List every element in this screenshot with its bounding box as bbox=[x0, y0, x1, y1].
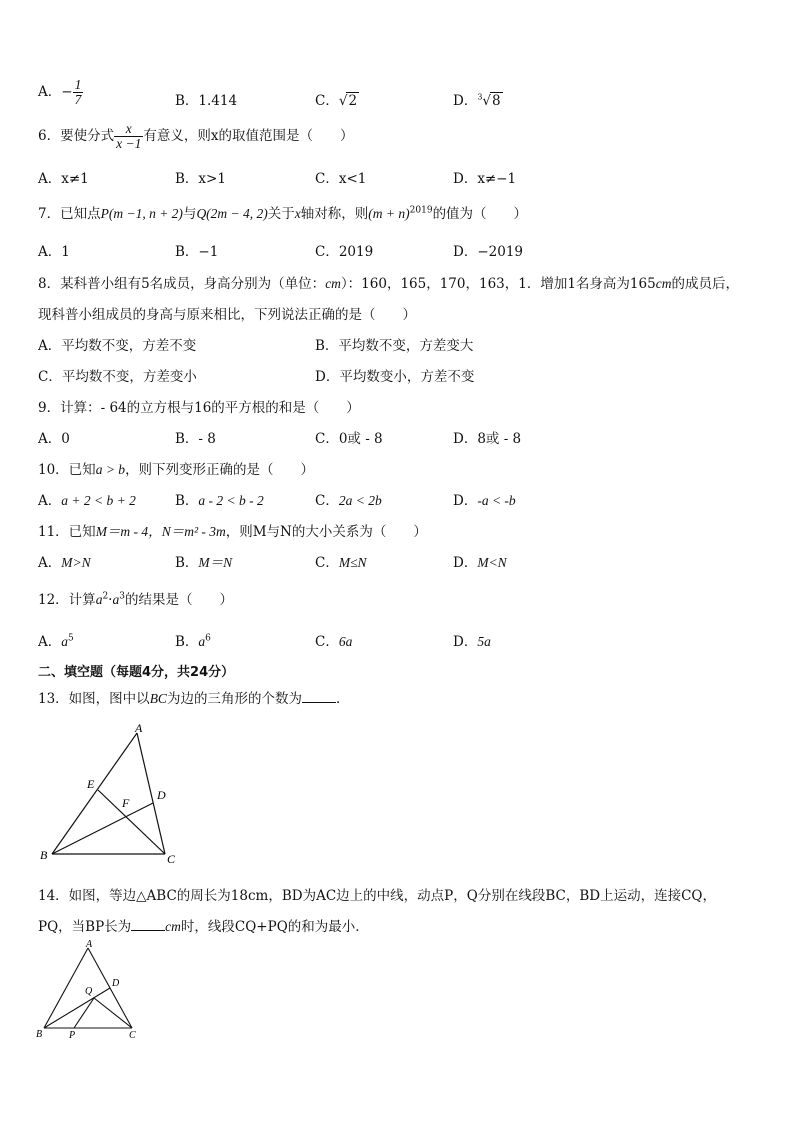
q14-triangle-figure bbox=[32, 940, 142, 1045]
q11-question bbox=[38, 520, 427, 540]
q11-a-expr: M>N bbox=[61, 555, 91, 570]
q14-label-a: A bbox=[86, 940, 93, 950]
q13-pre: 13．如图，图中以 bbox=[38, 691, 150, 707]
q8-option-b: B．平均数不变，方差变大 bbox=[315, 338, 474, 354]
q6-question bbox=[38, 122, 353, 151]
q13-label-b: B bbox=[40, 848, 48, 862]
q13-line-ba bbox=[52, 733, 137, 854]
q7-post: 的值为（ ） bbox=[432, 206, 528, 222]
q12-option-a bbox=[38, 630, 74, 650]
q5-sqrt-radicand: 2 bbox=[348, 93, 358, 109]
q6-option-d: D．x≠−1 bbox=[453, 171, 517, 187]
q7-point-p: P(m −1, n + 2) bbox=[100, 206, 183, 221]
q9-option-b: B．- 8 bbox=[175, 431, 216, 447]
q13-triangle-figure bbox=[30, 715, 190, 870]
q14-line-qc bbox=[94, 998, 132, 1028]
q11-option-a bbox=[38, 551, 91, 571]
q13-label-d: D bbox=[157, 788, 166, 802]
q14-line2-pre: PQ，当BP长为 bbox=[38, 919, 132, 935]
q7-option-a: A．1 bbox=[38, 244, 70, 260]
q8-option-c: C．平均数不变，方差变小 bbox=[38, 369, 197, 385]
q6-fraction-den: x −1 bbox=[116, 136, 142, 152]
q6-pre: 6．要使分式 bbox=[38, 128, 115, 145]
q5-fraction bbox=[73, 78, 84, 107]
q12-option-d bbox=[453, 630, 491, 650]
q6-post: 有意义，则x的取值范围是（ ） bbox=[143, 128, 354, 145]
q14-unit: cm bbox=[165, 919, 181, 934]
q9-option-c: C．0或 - 8 bbox=[315, 431, 383, 447]
q5-fraction-num: 1 bbox=[74, 77, 82, 92]
q11-b-label: B． bbox=[175, 555, 199, 571]
q10-option-c bbox=[315, 489, 382, 509]
q12-a-exp: 5 bbox=[68, 633, 74, 644]
q10-option-a bbox=[38, 489, 136, 509]
q10-option-d bbox=[453, 489, 516, 509]
q7-mid3: 轴对称，则 bbox=[300, 206, 369, 222]
q6-option-c: C．x<1 bbox=[315, 171, 367, 187]
q12-option-c bbox=[315, 630, 352, 650]
q12-option-b bbox=[175, 630, 211, 650]
q12-c-label: C． bbox=[315, 634, 339, 650]
q10-b-expr: a - 2 < b - 2 bbox=[198, 493, 264, 508]
q7-axis: x bbox=[294, 206, 301, 221]
q12-d-expr: 5a bbox=[477, 634, 491, 649]
q6-fraction bbox=[114, 122, 143, 151]
q14-question-line2 bbox=[38, 915, 369, 935]
q10-d-label: D． bbox=[453, 493, 478, 509]
q14-line2-post: 时，线段CQ+PQ的和为最小． bbox=[180, 919, 369, 935]
q11-m-def: M＝m - 4， bbox=[95, 524, 162, 539]
q13-question bbox=[38, 687, 349, 707]
q11-post: ，则M与N的大小关系为（ ） bbox=[225, 524, 427, 540]
q5-option-d-label: D． bbox=[453, 93, 478, 109]
q8-question-line2: 现科普小组成员的身高与原来相比，下列说法正确的是（ ） bbox=[38, 307, 416, 323]
q11-a-label: A． bbox=[38, 555, 62, 571]
q13-bc: BC bbox=[149, 691, 167, 706]
q13-answer-blank[interactable] bbox=[302, 692, 336, 703]
q5-option-a bbox=[38, 78, 83, 107]
q5-cuberoot-index: 3 bbox=[477, 92, 483, 102]
q7-question bbox=[38, 202, 527, 222]
q13-label-f: F bbox=[122, 796, 130, 810]
q13-post: 为边的三角形的个数为 bbox=[166, 691, 302, 707]
q14-label-c: C bbox=[129, 1030, 136, 1041]
q5-fraction-den: 7 bbox=[74, 92, 82, 108]
q12-c-expr: 6a bbox=[338, 634, 353, 649]
q12-dot: · bbox=[108, 592, 113, 608]
q12-b-base: a bbox=[198, 634, 206, 649]
q8-option-d: D．平均数变小，方差不变 bbox=[315, 369, 475, 385]
q12-base2: a bbox=[112, 592, 120, 607]
q9-question: 9．计算：- 64的立方根与16的平方根的和是（ ） bbox=[38, 400, 360, 416]
q14-label-b: B bbox=[36, 1029, 43, 1040]
q10-a-expr: a + 2 < b + 2 bbox=[61, 493, 136, 508]
q8-line1-post: ）：160，165，170，163，1．增加1名身高为165 bbox=[340, 276, 656, 292]
q14-answer-blank[interactable] bbox=[131, 920, 165, 931]
q7-expr: (m + n) bbox=[368, 206, 410, 221]
q7-option-d: D．−2019 bbox=[453, 244, 523, 260]
q9-option-d: D．8或 - 8 bbox=[453, 431, 522, 447]
q11-d-label: D． bbox=[453, 555, 478, 571]
q12-a-base: a bbox=[61, 634, 68, 649]
q7-pre: 7．已知点 bbox=[38, 206, 101, 222]
q12-d-label: D． bbox=[453, 634, 478, 650]
q6-option-a: A．x≠1 bbox=[38, 171, 89, 187]
q12-question bbox=[38, 588, 233, 608]
q5-option-d: D．$^3$√8 bbox=[453, 92, 501, 109]
q14-line-qp bbox=[74, 998, 94, 1028]
q14-label-p: P bbox=[69, 1030, 76, 1041]
q10-option-b bbox=[175, 489, 264, 509]
q10-d-expr: -a < -b bbox=[477, 493, 516, 508]
q10-post: ，则下列变形正确的是（ ） bbox=[125, 462, 315, 478]
q11-c-label: C． bbox=[315, 555, 339, 571]
q10-c-expr: 2a < 2b bbox=[338, 493, 382, 508]
q12-exp1: 2 bbox=[102, 591, 109, 602]
q11-option-d bbox=[453, 551, 507, 571]
q7-point-q: Q(2m − 4, 2) bbox=[196, 206, 268, 221]
q13-end: ． bbox=[335, 691, 350, 707]
q5-option-c: C．√2 bbox=[315, 93, 358, 109]
q10-a-label: A． bbox=[38, 493, 62, 509]
q14-question-line1: 14．如图，等边△ABC的周长为18cm，BD为AC边上的中线，动点P，Q分别在线段BC，BD上运动，连接CQ， bbox=[38, 888, 716, 904]
q8-line1-end: 的成员后， bbox=[671, 276, 739, 292]
q11-d-expr: M<N bbox=[477, 555, 507, 570]
q11-c-expr: M≤N bbox=[338, 555, 367, 570]
q9-option-a: A．0 bbox=[38, 431, 70, 447]
q11-b-expr: M＝N bbox=[198, 555, 233, 570]
q8-question-line1 bbox=[38, 272, 739, 292]
q7-mid: 与 bbox=[182, 206, 197, 222]
q10-c-label: C． bbox=[315, 493, 339, 509]
q5-option-a-label: A．− bbox=[38, 84, 73, 101]
q7-exponent: 2019 bbox=[409, 205, 433, 216]
q11-option-c bbox=[315, 551, 367, 571]
q7-option-b: B．−1 bbox=[175, 244, 219, 260]
q14-label-q: Q bbox=[85, 986, 93, 997]
q14-line-bd bbox=[44, 988, 110, 1028]
q10-pre: 10．已知 bbox=[38, 462, 96, 478]
q8-line1-pre: 8．某科普小组有5名成员，身高分别为（单位： bbox=[38, 276, 326, 292]
q13-label-e: E bbox=[87, 777, 95, 791]
q13-line-ce bbox=[98, 790, 165, 854]
q5-option-b: B．1.414 bbox=[175, 93, 238, 109]
q10-condition: a > b bbox=[95, 462, 126, 477]
q12-a-label: A． bbox=[38, 634, 62, 650]
q7-mid2: 关于 bbox=[267, 206, 295, 222]
q5-option-c-label: C． bbox=[315, 93, 339, 109]
section-title-fill-in: 二、填空题（每题4分，共24分） bbox=[38, 665, 235, 680]
q13-label-a: A bbox=[135, 721, 143, 735]
q10-question bbox=[38, 458, 314, 478]
q12-post: 的结果是（ ） bbox=[124, 592, 233, 608]
q8-unit: cm bbox=[325, 276, 341, 291]
q12-exp2: 3 bbox=[119, 591, 125, 602]
q13-label-c: C bbox=[167, 852, 176, 866]
q6-option-b: B．x>1 bbox=[175, 171, 226, 187]
q6-fraction-num: x bbox=[114, 122, 143, 137]
q12-base1: a bbox=[95, 592, 103, 607]
q11-option-b bbox=[175, 551, 232, 571]
q14-label-d: D bbox=[112, 978, 120, 989]
q11-n-def: N＝m² - 3m bbox=[161, 524, 226, 539]
q12-pre: 12．计算 bbox=[38, 592, 96, 608]
q5-cuberoot-radicand: 8 bbox=[492, 93, 501, 109]
q12-b-exp: 6 bbox=[205, 633, 211, 644]
q7-option-c: C．2019 bbox=[315, 244, 374, 260]
q8-unit2: cm bbox=[655, 276, 672, 291]
q11-pre: 11．已知 bbox=[38, 524, 96, 540]
q12-b-label: B． bbox=[175, 634, 199, 650]
q8-option-a: A．平均数不变，方差不变 bbox=[38, 338, 197, 354]
q10-b-label: B． bbox=[175, 493, 199, 509]
